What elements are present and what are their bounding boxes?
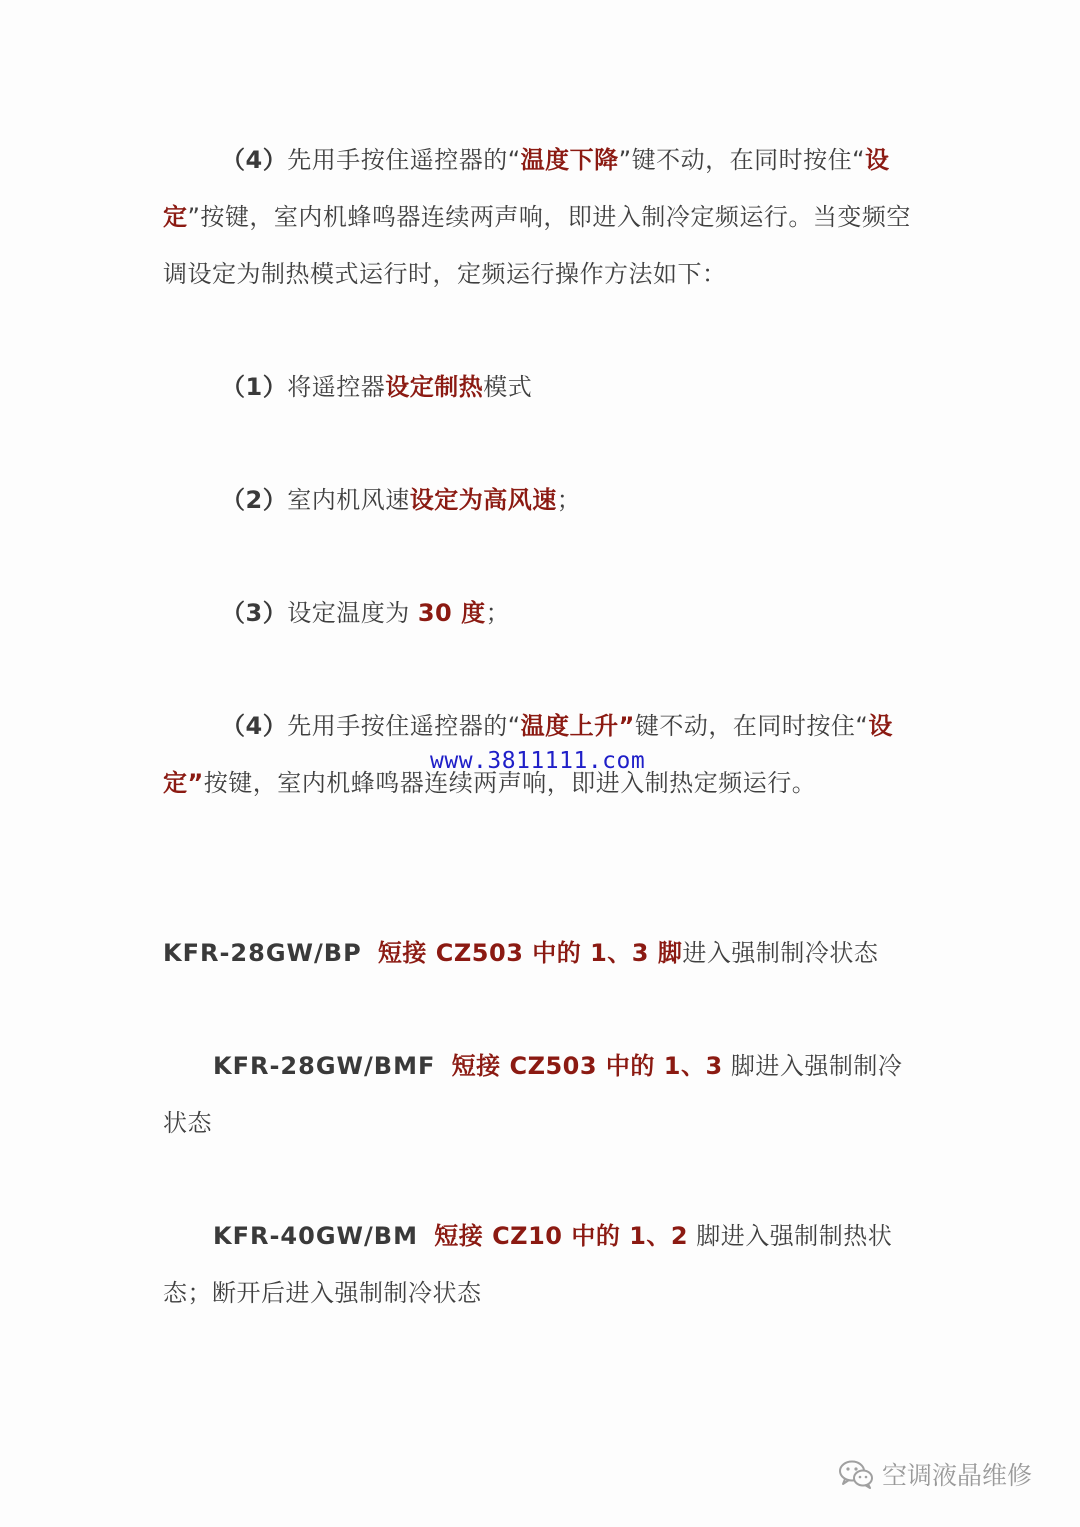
step-number: （2） (221, 486, 288, 514)
text: ； (485, 599, 511, 627)
text: 进入强制制冷状态 (682, 939, 879, 967)
paragraph-step-3-heating (163, 585, 923, 642)
text: 脚进入强制制热状态；断开后进入强制制冷状态 (163, 1222, 893, 1307)
paragraph-step-1-heating (163, 359, 923, 416)
highlight-short-pins: 短接 CZ10 中的 1、2 (434, 1222, 689, 1250)
highlight-temperature-down: 温度下降 (520, 146, 619, 174)
step-number: （4） (221, 146, 288, 174)
text: ”按键，室内机蜂鸣器连续两声响，即进入制冷定频运行。当变频空调设定为制热模式运行时，定频运行操作方法如下： (163, 203, 911, 288)
step-number: （4） (221, 712, 288, 740)
step-number: （3） (221, 599, 288, 627)
model-name: KFR-40GW/BM (213, 1222, 418, 1250)
paragraph-step-4-cooling (163, 132, 923, 303)
text: 将遥控器 (287, 373, 386, 401)
text: 室内机风速 (287, 486, 410, 514)
highlight-short-pins: 短接 CZ503 中的 1、3 脚 (377, 939, 683, 967)
paragraph-step-2-heating (163, 472, 923, 529)
watermark-url: www.3811111.com (430, 748, 646, 774)
model-name: KFR-28GW/BP (163, 939, 362, 967)
text: 按键，室内机蜂鸣器连续两声响，即进入制热定频运行。 (203, 769, 817, 797)
model-name: KFR-28GW/BMF (213, 1052, 436, 1080)
text: ； (556, 486, 582, 514)
text: 模式 (483, 373, 533, 401)
wechat-icon (838, 1459, 874, 1489)
text: 脚进入强制制冷状态 (163, 1052, 903, 1137)
step-number: （1） (221, 373, 288, 401)
text: 键不动，在同时按住“ (634, 712, 869, 740)
highlight-30-degrees: 30 度 (417, 599, 486, 627)
text: ”键不动，在同时按住“ (618, 146, 866, 174)
brand-watermark (838, 1456, 1032, 1492)
text: 设定温度为 (287, 599, 418, 627)
paragraph-model-kfr28gw-bmf (163, 1038, 923, 1152)
paragraph-model-kfr28gw-bp (163, 925, 923, 982)
highlight-set: 设定 (163, 146, 890, 231)
highlight-set-heating: 设定制热 (385, 373, 484, 401)
text: 先用手按住遥控器的“ (287, 146, 521, 174)
text: 先用手按住遥控器的“ (287, 712, 521, 740)
highlight-set: 设定” (163, 712, 893, 797)
highlight-temperature-up: 温度上升” (520, 712, 635, 740)
brand-name: 空调液晶维修 (882, 1461, 1033, 1490)
highlight-high-fan-speed: 设定为高风速 (409, 486, 557, 514)
paragraph-model-kfr40gw-bm (163, 1208, 923, 1322)
highlight-short-pins: 短接 CZ503 中的 1、3 (451, 1052, 723, 1080)
